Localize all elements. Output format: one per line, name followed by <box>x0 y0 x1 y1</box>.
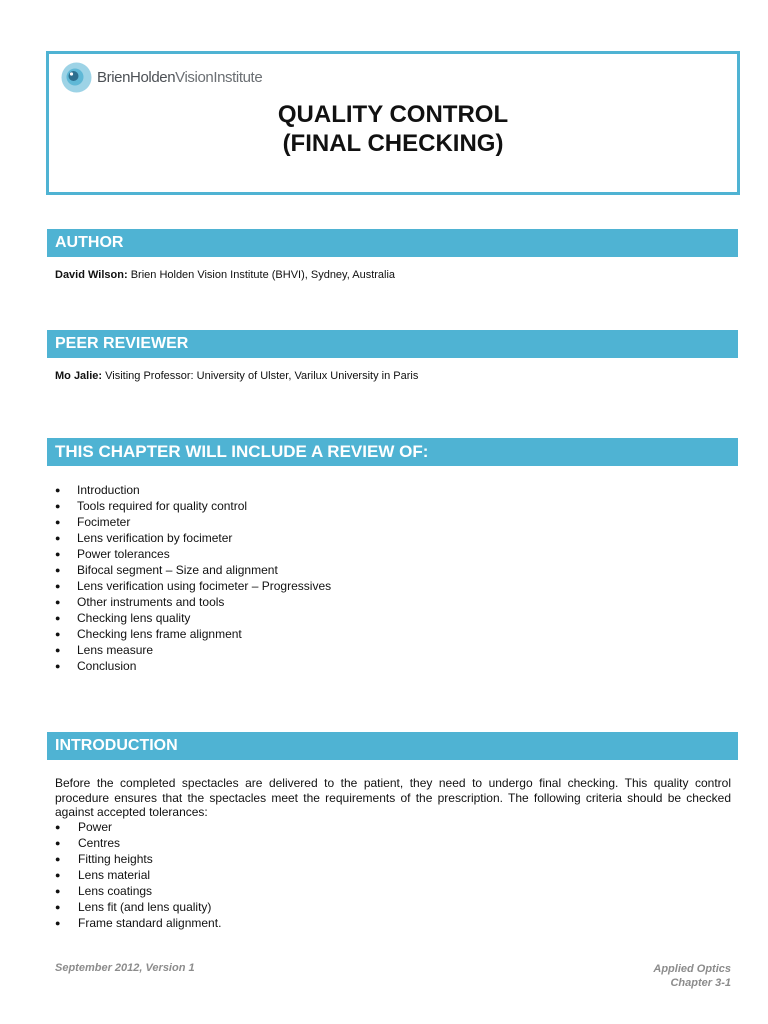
list-item <box>55 851 221 867</box>
bullet-icon: ● <box>55 485 61 495</box>
introduction-heading: INTRODUCTION <box>47 732 738 760</box>
list-item-text: Lens measure <box>77 643 154 657</box>
bullet-icon: ● <box>55 581 61 591</box>
list-item-text: Focimeter <box>77 515 131 529</box>
peer-reviewer-name: Mo Jalie: <box>55 370 103 382</box>
header-box <box>46 51 740 195</box>
bullet-icon: ● <box>55 597 61 607</box>
list-item-text: Lens coatings <box>78 884 153 898</box>
title-line-2: (FINAL CHECKING) <box>282 130 504 157</box>
bullet-icon: ● <box>55 918 61 928</box>
title-line-1: QUALITY CONTROL <box>277 101 509 128</box>
list-item <box>55 530 331 546</box>
document-title <box>49 100 737 158</box>
list-item <box>55 562 331 578</box>
list-item-text: Conclusion <box>77 659 137 673</box>
footer-date-version: September 2012, Version 1 <box>55 962 195 974</box>
list-item <box>55 578 331 594</box>
bullet-icon: ● <box>55 854 61 864</box>
footer-book-title: Applied Optics <box>653 963 731 975</box>
list-item <box>55 867 221 883</box>
bullet-icon: ● <box>55 533 61 543</box>
chapter-review-list <box>55 482 331 674</box>
list-item <box>55 594 331 610</box>
author-affiliation: Brien Holden Vision Institute (BHVI), Sydney, Australia <box>130 269 396 281</box>
author-line <box>55 269 395 281</box>
list-item-text: Lens verification by focimeter <box>77 531 233 545</box>
list-item-text: Tools required for quality control <box>77 499 248 513</box>
list-item <box>55 498 331 514</box>
bullet-icon: ● <box>55 661 61 671</box>
peer-reviewer-heading: PEER REVIEWER <box>47 330 738 358</box>
chapter-review-heading: THIS CHAPTER WILL INCLUDE A REVIEW OF: <box>47 438 738 466</box>
list-item-text: Lens verification using focimeter – Progressives <box>77 579 332 593</box>
bullet-icon: ● <box>55 549 61 559</box>
introduction-criteria-list <box>55 819 221 931</box>
author-name: David Wilson: <box>55 269 128 281</box>
bullet-icon: ● <box>55 870 61 880</box>
peer-reviewer-affiliation: Visiting Professor: University of Ulster, Varilux University in Paris <box>105 370 419 382</box>
list-item <box>55 899 221 915</box>
bullet-icon: ● <box>55 886 61 896</box>
footer-chapter-number: Chapter 3-1 <box>670 977 731 989</box>
list-item <box>55 610 331 626</box>
list-item <box>55 658 331 674</box>
peer-reviewer-line <box>55 370 418 382</box>
list-item <box>55 883 221 899</box>
list-item-text: Introduction <box>77 483 140 497</box>
bullet-icon: ● <box>55 613 61 623</box>
bullet-icon: ● <box>55 565 61 575</box>
introduction-paragraph: Before the completed spectacles are delivered to the patient, they need to undergo final checking. This quality control procedure ensures that the spectacles meet the requirements of the prescription. The following criteria should be checked against accepted tolerances: <box>55 776 731 819</box>
list-item-text: Centres <box>78 836 121 850</box>
list-item <box>55 835 221 851</box>
eye-logo-icon <box>61 62 92 93</box>
list-item <box>55 546 331 562</box>
list-item-text: Power tolerances <box>77 547 170 561</box>
list-item-text: Checking lens frame alignment <box>77 627 242 641</box>
list-item-text: Checking lens quality <box>77 611 191 625</box>
bullet-icon: ● <box>55 822 61 832</box>
list-item-text: Bifocal segment – Size and alignment <box>77 563 278 577</box>
bullet-icon: ● <box>55 501 61 511</box>
list-item-text: Fitting heights <box>78 852 153 866</box>
list-item-text: Power <box>78 820 113 834</box>
logo <box>61 62 262 93</box>
list-item <box>55 482 331 498</box>
logo-text: BrienHoldenVisionInstitute <box>97 69 263 86</box>
bullet-icon: ● <box>55 517 61 527</box>
list-item-text: Lens fit (and lens quality) <box>78 900 212 914</box>
list-item <box>55 626 331 642</box>
list-item <box>55 915 221 931</box>
bullet-icon: ● <box>55 645 61 655</box>
bullet-icon: ● <box>55 838 61 848</box>
bullet-icon: ● <box>55 629 61 639</box>
bullet-icon: ● <box>55 902 61 912</box>
list-item <box>55 642 331 658</box>
list-item-text: Frame standard alignment. <box>78 916 222 930</box>
author-heading: AUTHOR <box>47 229 738 257</box>
list-item <box>55 819 221 835</box>
list-item-text: Other instruments and tools <box>77 595 225 609</box>
list-item <box>55 514 331 530</box>
list-item-text: Lens material <box>78 868 151 882</box>
footer-chapter-info <box>653 962 731 990</box>
